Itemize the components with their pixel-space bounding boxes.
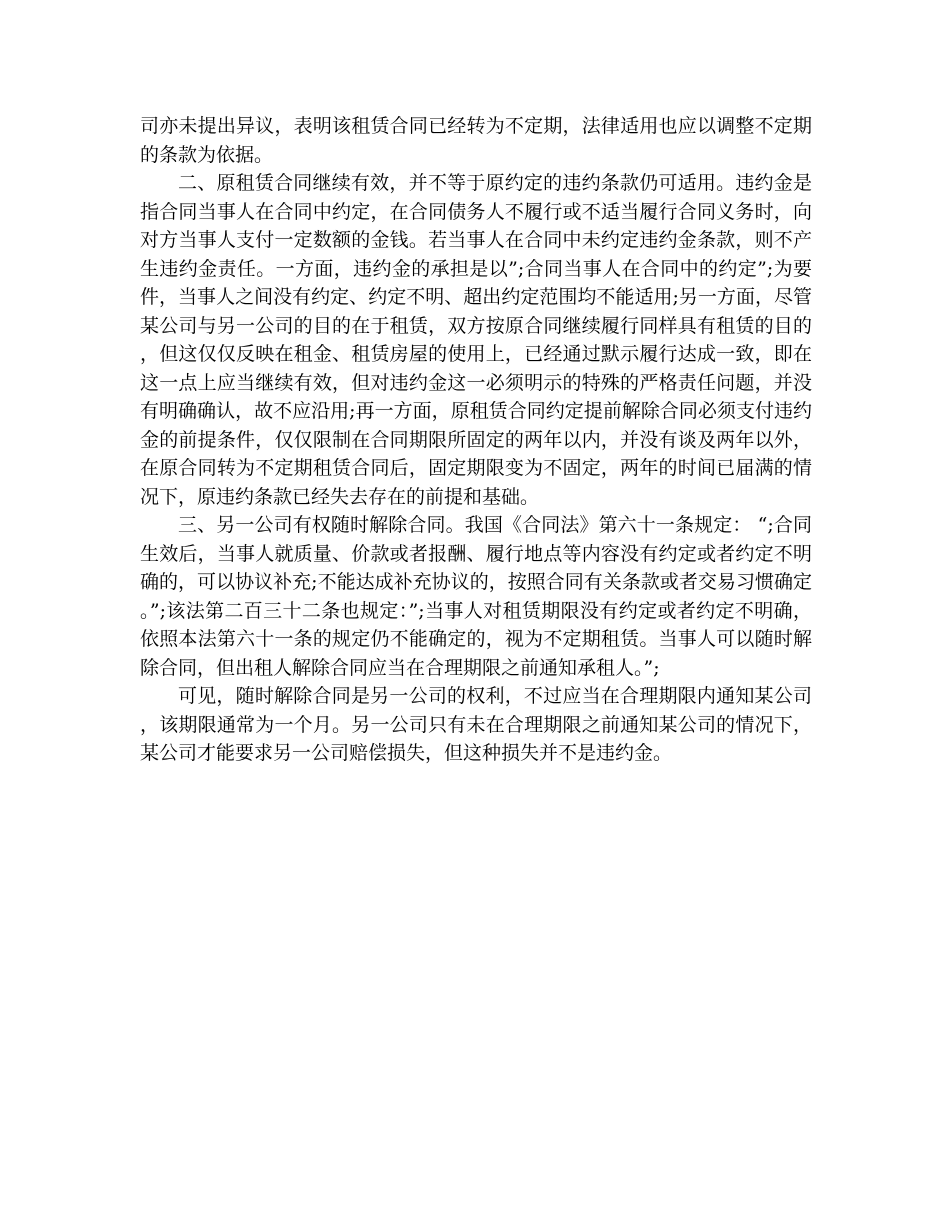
paragraph-conclusion: 可见，随时解除合同是另一公司的权利，不过应当在合理期限内通知某公司，该期限通常为一个月。另一公司只有未在合理期限之前通知某公司的情况下，某公司才能要求另一公司赔偿损失，但这种损失并不是违约金。 — [140, 685, 812, 764]
paragraph-continuation: 司亦未提出异议，表明该租赁合同已经转为不定期，法律适用也应以调整不定期的条款为依据。 — [140, 115, 812, 166]
paragraph-section-three: 三、另一公司有权随时解除合同。我国《合同法》第六十一条规定： “;合同生效后，当事人就质量、价款或者报酬、履行地点等内容没有约定或者约定不明确的，可以协议补充;不能达成补充协议的，按照合同有关条款或者交易习惯确定。”;该法第二百三十二条也规定：”;当事人对租赁期限没有约定或者约定不明确，依照本法第六十一条的规定仍不能确定的，视为不定期租赁。当事人可以随时解除合同，但出租人解除合同应当在合理期限之前通知承租人。”; — [140, 514, 812, 679]
document-body — [140, 112, 812, 768]
paragraph-section-two: 二、原租赁合同继续有效，并不等于原约定的违约条款仍可适用。违约金是指合同当事人在合同中约定，在合同债务人不履行或不适当履行合同义务时，向对方当事人支付一定数额的金钱。若当事人在合同中未约定违约金条款，则不产生违约金责任。一方面，违约金的承担是以”;合同当事人在合同中的约定”;为要件，当事人之间没有约定、约定不明、超出约定范围均不能适用;另一方面，尽管某公司与另一公司的目的在于租赁，双方按原合同继续履行同样具有租赁的目的，但这仅仅反映在租金、租赁房屋的使用上，已经通过默示履行达成一致，即在这一点上应当继续有效，但对违约金这一必须明示的特殊的严格责任问题，并没有明确确认，故不应沿用;再一方面，原租赁合同约定提前解除合同必须支付违约金的前提条件，仅仅限制在合同期限所固定的两年以内，并没有谈及两年以外，在原合同转为不定期租赁合同后，固定期限变为不固定，两年的时间已届满的情况下，原违约条款已经失去存在的前提和基础。 — [140, 172, 812, 508]
